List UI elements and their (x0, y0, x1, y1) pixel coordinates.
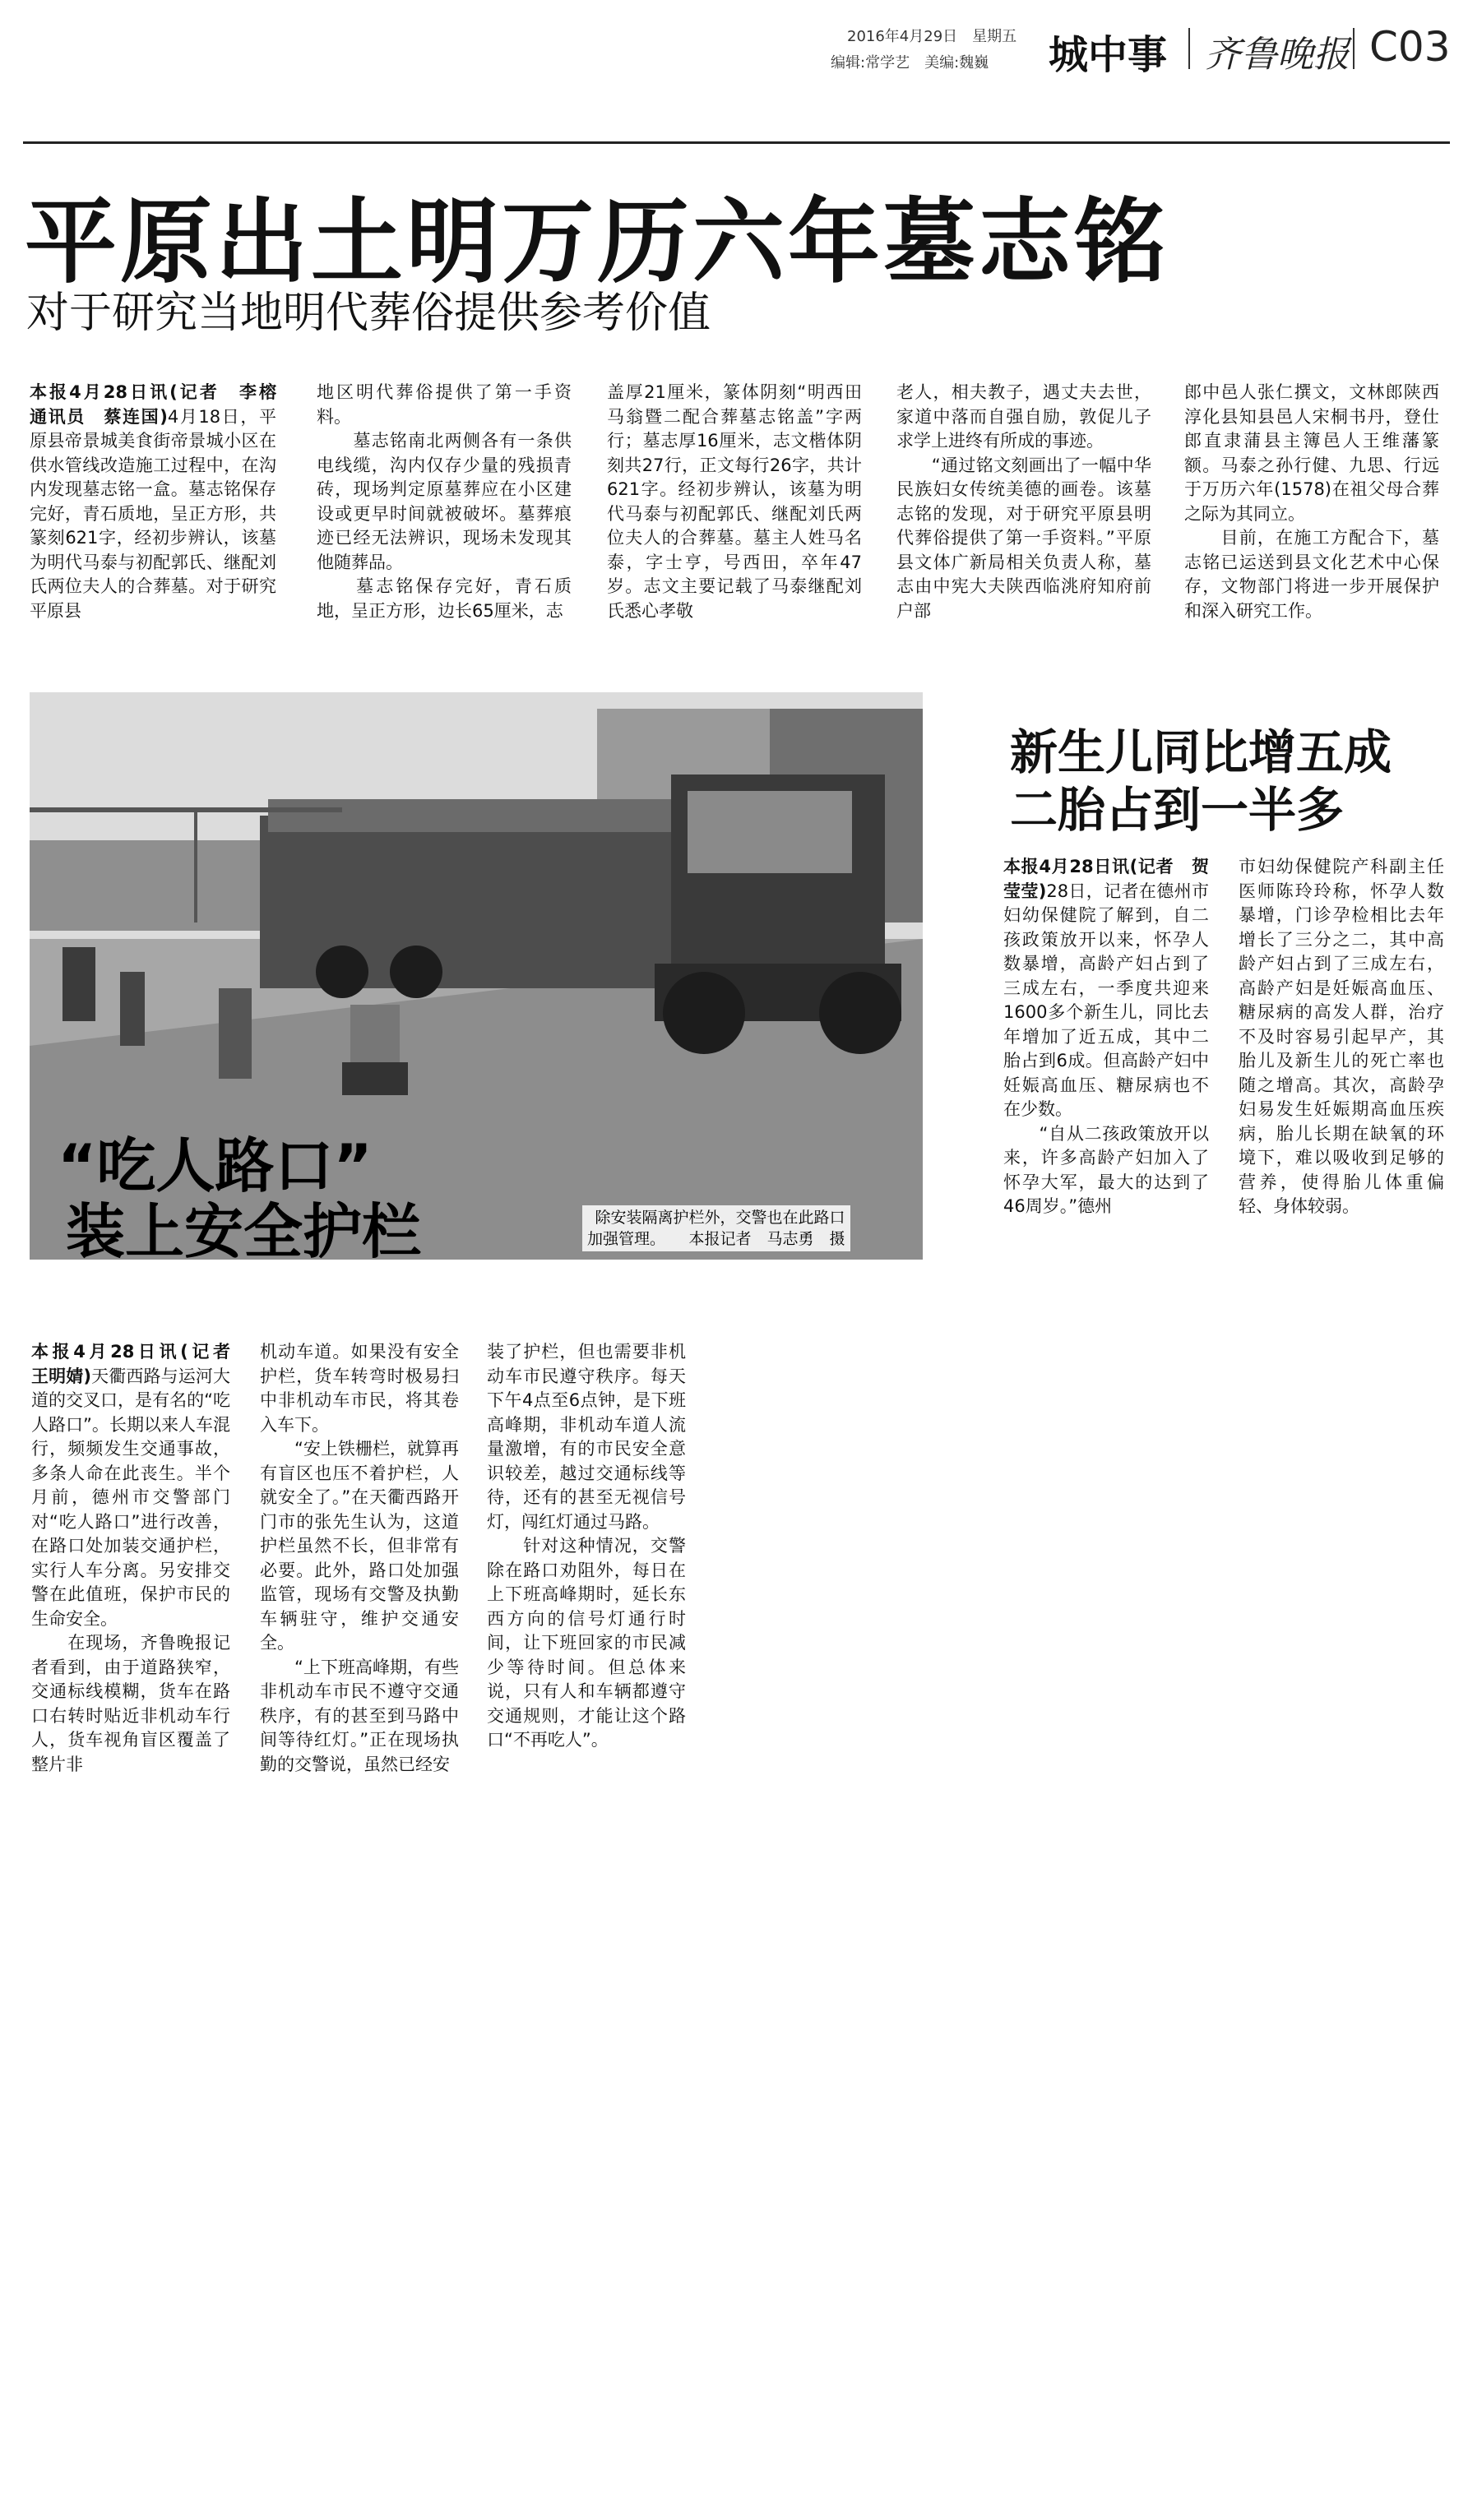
traffic-column-3: 装了护栏，但也需要非机动车市民遵守秩序。每天下午4点至6点钟，是下班高峰期，非机动车道人流量激增，有的市民安全意识较差，越过交通标线等待，还有的甚至无视信号灯，闯红灯通过马路。 针对这种情况，交警除在路口劝阻外，每日在上下班高峰期时，延长东西方向的信号灯通行时间，让下班回家的市民减少等待时间。但总体来说，只有人和车辆都遵守交通规则，才能让这个路口“不再吃人”。 (487, 1342, 686, 1750)
traffic-column-2: 机动车道。如果没有安全护栏，货车转弯时极易扫中非机动车市民，将其卷入车下。 “安上铁栅栏，就算再有盲区也压不着护栏，人就安全了。”在天衢西路开门市的张先生认为，这道护栏虽然不长，但非常有必要。此外，路口处加强监管，现场有交警及执勤车辆驻守，维护交通安全。 “上下班高峰期，有些非机动车市民不遵守交通秩序，有的甚至到马路中间等待红灯。”正在现场执勤的交警说，虽然已经安 (260, 1342, 459, 1774)
article-text: 4月18日，平原县帝景城美食街帝景城小区在供水管线改造施工过程中，在沟内发现墓志铭一盒。墓志铭保存完好，青石质地，呈正方形，共篆刻621字，经初步辨认，该墓为明代马泰与初配郭氏、继配刘氏两位夫人的合葬墓。对于研究平原县 (30, 406, 276, 621)
photo-caption (582, 1205, 850, 1251)
caption-credit: 加强管理。 本报记者 马志勇 摄 (587, 1230, 845, 1248)
photo-headline-line2: 装上安全护栏 (66, 1197, 422, 1266)
header-rule (23, 141, 1450, 144)
traffic-column-1 (31, 1340, 248, 1777)
article-text: 天衢西路与运河大道的交叉口，是有名的“吃人路口”。长期以来人车混行，频频发生交通事故，多条人命在此丧生。半个月前，德州市交警部门对“吃人路口”进行改善，在路口处加装交通护栏，实行人车分离。另安排交警在此值班，保护市民的生命安全。 在现场，齐鲁晚报记者看到，由于道路狭窄，交通标线模糊，货车在路口右转时贴近非机动车行人，货车视角盲区覆盖了整片非 (31, 1366, 230, 1774)
story2-headline (1010, 724, 1392, 839)
main-headline: 平原出土明万历六年墓志铭 (25, 189, 1169, 296)
header-divider (1188, 28, 1190, 69)
issue-date: 2016年4月29日 星期五 (847, 28, 1017, 45)
article-text: 28日，记者在德州市妇幼保健院了解到，自二孩政策放开以来，怀孕人数暴增，高龄产妇占到了三成左右，一季度共迎来1600多个新生儿，同比去年增加了近五成，其中二胎占到6成。但高龄产妇中妊娠高血压、糖尿病也不在少数。 “自从二孩政策放开以来，许多高龄产妇加入了怀孕大军，最大的达到了46周岁。”德州 (1003, 881, 1209, 1216)
story1-column-5: 郎中邑人张仁撰文，文林郎陕西淳化县知县邑人宋桐书丹，登仕郎直隶蒲县主簿邑人王维藩篆额。马泰之孙行健、九思、行远于万历六年(1578)在祖父母合葬之际为其同立。 目前，在施工方配合下，墓志铭已运送到县文化艺术中心保存，文物部门将进一步开展保护和深入研究工作。 (1184, 382, 1439, 621)
caption-line: 除安装隔离护栏外，交警也在此路口 (595, 1209, 845, 1227)
photo-headline-line1: “吃人路口” (58, 1131, 373, 1200)
story2-headline-line1: 新生儿同比增五成 (1010, 724, 1392, 780)
story1-column-2: 地区明代葬俗提供了第一手资料。 墓志铭南北两侧各有一条供电线缆，沟内仅存少量的残损青砖，现场判定原墓葬应在小区建设或更早时间就被破坏。墓葬痕迹已经无法辨识，现场未发现其他随葬品。 墓志铭保存完好，青石质地，呈正方形，边长65厘米，志 (317, 382, 572, 621)
newspaper-logo: 齐鲁晚报 (1205, 34, 1350, 76)
story1-column-3: 盖厚21厘米，篆体阴刻“明西田马翁暨二配合葬墓志铭盖”字两行；墓志厚16厘米，志文楷体阴刻共27行，正文每行26字，共计621字。经初步辨认，该墓为明代马泰与初配郭氏、继配刘氏两位夫人的合葬墓。墓主人姓马名泰，字士亨，号西田，卒年47岁。志文主要记载了马泰继配刘氏悉心孝敬 (607, 382, 862, 621)
story2-headline-line2: 二胎占到一半多 (1010, 782, 1345, 838)
dateline: 本报4月28日讯(记者 贺莹莹) (1003, 857, 1209, 901)
story1-column-1 (30, 381, 294, 623)
story1-column-4: 老人，相夫教子，遇丈夫去世，家道中落而自强自励，敦促儿子求学上进终有所成的事迹。 “通过铭文刻画出了一幅中华民族妇女传统美德的画卷。该墓志铭的发现，对于研究平原县明代葬俗提供了第一手资料。”平原县文体广新局相关负责人称，墓志由中宪大夫陕西临洮府知府前户部 (896, 382, 1151, 621)
section-name: 城中事 (1049, 32, 1168, 78)
dateline: 本报4月28日讯(记者 王明婧) (31, 1342, 248, 1386)
story2-column-2: 市妇幼保健院产科副主任医师陈玲玲称，怀孕人数暴增，门诊孕检相比去年增长了三分之二，其中高龄产妇占到了三成左右，高龄产妇是妊娠高血压、糖尿病的高发人群，治疗不及时容易引起早产，其胎儿及新生儿的死亡率也随之增高。其次，高龄孕妇易发生妊娠期高血压疾病，胎儿长期在缺氧的环境下，难以吸收到足够的营养，使得胎儿体重偏轻、身体较弱。 (1239, 857, 1444, 1216)
dateline: 本报4月28日讯(记者 李榕 通讯员 蔡连国) (30, 382, 294, 427)
page-number: C03 (1369, 23, 1451, 71)
main-subheadline: 对于研究当地明代葬俗提供参考价值 (26, 289, 711, 338)
header-divider (1353, 28, 1355, 69)
story2-column-1 (1003, 855, 1209, 1219)
editor-credits: 编辑:常学艺 美编:魏巍 (831, 54, 989, 72)
